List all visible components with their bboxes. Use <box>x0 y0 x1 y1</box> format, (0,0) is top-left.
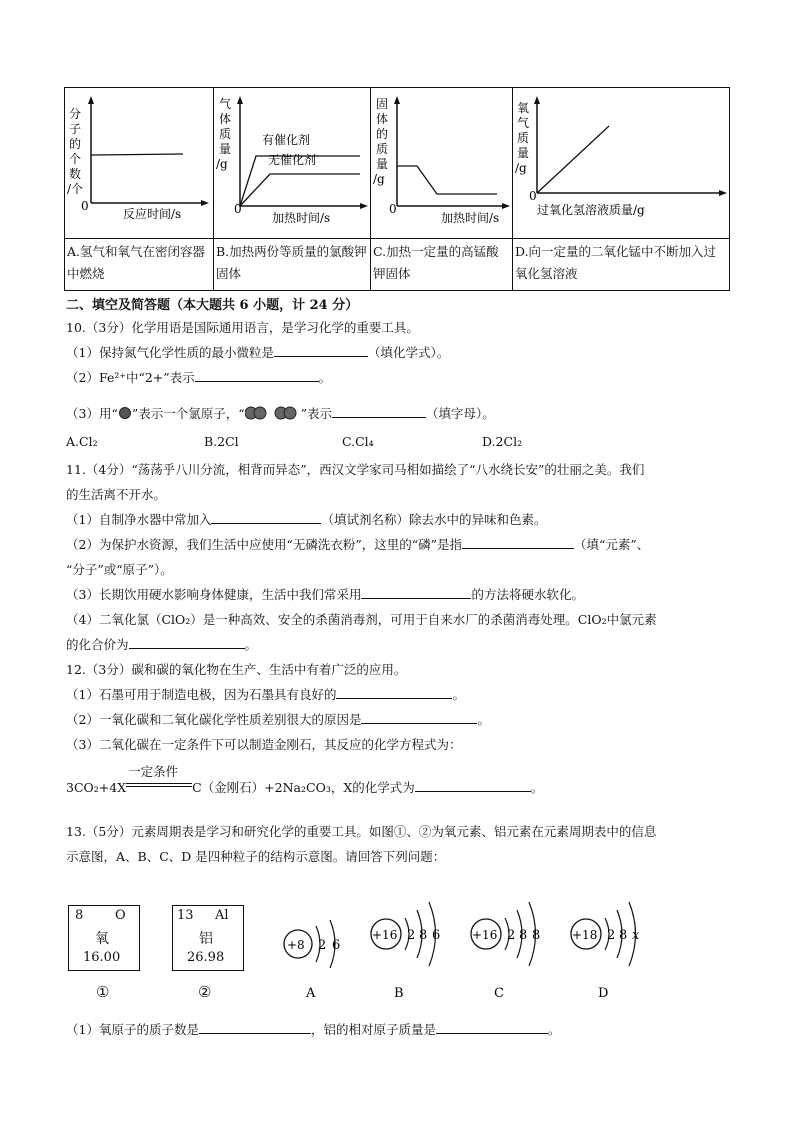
shell-electrons: 6 <box>332 938 341 953</box>
graph-c-ylabel-3: 质 <box>376 142 389 156</box>
q10-stem: 10.（3分）化学用语是国际通用语言，是学习化学的重要工具。 <box>66 320 419 335</box>
graph-a-ylabel-0: 分 <box>69 107 82 121</box>
element-label-1: ① <box>96 983 110 1001</box>
q12-equation <box>66 764 544 796</box>
graph-c-origin: 0 <box>389 202 397 216</box>
q11-part4-text: 的化合价为 <box>66 637 129 652</box>
q10-part3-text-b: ”表示一个氯原子，“ <box>131 406 245 421</box>
graph-a <box>65 88 213 235</box>
element-symbol: Al <box>215 908 229 923</box>
graph-caption-b-cell <box>214 239 371 291</box>
element-name: 氧 <box>95 931 109 947</box>
two-chlorine-molecules-icon <box>245 406 301 420</box>
q13-part1-mid: ，铝的相对原子质量是 <box>310 1022 436 1037</box>
q12-eq-condition: 一定条件 <box>128 764 179 779</box>
graph-c-ylabel-1: 体 <box>376 112 389 126</box>
q11-part1-hint: （填试剂名称）除去水中的异味和色素。 <box>321 512 547 527</box>
graph-table <box>64 87 730 291</box>
section-title: 二、填空及简答题（本大题共 6 小题，计 24 分） <box>66 298 359 313</box>
shell-electrons: 2 <box>407 928 416 943</box>
q11-part3-hint: 的方法将硬水软化。 <box>471 587 584 602</box>
q10-option-c[interactable]: C.Cl₄ <box>342 434 374 449</box>
element-mass: 16.00 <box>83 950 121 965</box>
q12-eq-arrow <box>126 764 192 792</box>
graph-b-ylabel-2: 质 <box>219 127 232 141</box>
graph-b-curve-label-0: 有催化剂 <box>262 133 311 147</box>
q13-stem-line1: 13.（5分）元素周期表是学习和研究化学的重要工具。如图①、②为氧元素、铝元素在元素周期表中的信息 <box>66 824 657 839</box>
element-mass: 26.98 <box>187 950 225 965</box>
shell-electrons: 2 <box>318 938 327 953</box>
shell-electrons: 6 <box>432 928 441 943</box>
graph-d-ylabel-3: 量 <box>517 146 530 160</box>
graph-a-xlabel: 反应时间/s <box>123 207 182 221</box>
particle-label: B <box>394 986 404 1000</box>
q11-part4-end: 。 <box>244 637 258 652</box>
q12-part1 <box>66 685 465 703</box>
graph-c-ylabel-5: /g <box>373 172 385 186</box>
graph-a-ylabel-5: /个 <box>67 182 84 196</box>
shell-electrons: 2 <box>607 928 616 943</box>
shell-electrons: x <box>632 928 640 943</box>
q10-part1 <box>66 343 449 361</box>
q11-part3 <box>66 585 584 603</box>
q12-stem: 12.（3分）碳和碳的氧化物在生产、生活中有着广泛的应用。 <box>66 662 407 677</box>
graph-b <box>214 88 370 235</box>
q11-part1-blank[interactable] <box>211 510 321 524</box>
q10-option-a[interactable]: A.Cl₂ <box>66 434 98 449</box>
q10-part3-text-c: ”表示 <box>300 406 333 421</box>
q11-part2-text: （2）为保护水资源，我们生活中应使用“无磷洗衣粉”，这里的“磷”是指 <box>66 537 463 552</box>
q12-part1-end: 。 <box>452 687 465 702</box>
graph-b-ylabel-3: 量 <box>219 142 232 156</box>
graph-b-xlabel: 加热时间/s <box>272 211 331 225</box>
graph-c-ylabel-0: 固 <box>376 97 389 111</box>
nucleus-charge: +8 <box>287 938 305 952</box>
nucleus-charge: +16 <box>472 928 498 942</box>
graph-cell-a <box>65 88 214 239</box>
graph-caption-c-cell <box>371 239 513 291</box>
graph-d-ylabel-1: 气 <box>517 116 530 130</box>
element-number: 8 <box>75 908 84 923</box>
particle-diagram-d <box>568 884 660 1000</box>
q13-stem-line2: 示意图，A、B、C、D 是四种粒子的结构示意图。请回答下列问题： <box>66 849 446 864</box>
q10-part2-end: 。 <box>318 370 332 385</box>
q12-part2-text: （2）一氧化碳和二氧化碳化学性质差别很大的原因是 <box>66 712 362 727</box>
q11-part4-line2 <box>66 635 257 653</box>
q11-part2-cont: “分子”或“原子”）。 <box>66 562 173 577</box>
graph-caption-a: A.氢气和氧气在密闭容器中燃烧 <box>67 244 206 281</box>
graph-caption-d: D.向一定量的二氧化锰中不断加入过氧化氢溶液 <box>515 244 717 281</box>
shell-electrons: 8 <box>619 928 628 943</box>
q12-part2-blank[interactable] <box>361 710 477 724</box>
graph-a-ylabel-4: 数 <box>69 167 82 181</box>
nucleus-charge: +16 <box>372 928 398 942</box>
element-name: 铝 <box>199 931 213 947</box>
graph-a-origin: 0 <box>81 199 89 213</box>
shell-electrons: 8 <box>532 928 541 943</box>
graph-a-ylabel-3: 个 <box>69 152 82 166</box>
q11-part3-text: （3）长期饮用硬水影响身体健康，生活中我们常采用 <box>66 587 362 602</box>
element-label-2: ② <box>198 983 212 1001</box>
q13-part1-blank-2[interactable] <box>436 1020 548 1034</box>
graph-c-ylabel-4: 量 <box>376 157 389 171</box>
q10-part2-blank[interactable] <box>195 368 319 382</box>
q10-part2 <box>66 368 331 386</box>
shell-electrons: 8 <box>419 928 428 943</box>
q12-part1-text: （1）石墨可用于制造电极，因为石墨具有良好的 <box>66 687 337 702</box>
q10-option-b[interactable]: B.2Cl <box>204 434 239 449</box>
q12-eq-end: 。 <box>530 780 544 795</box>
graph-cell-d <box>513 88 730 239</box>
q12-eq-left: 3CO₂+4X <box>66 780 127 795</box>
q12-eq-right: C（金刚石）+2Na₂CO₃，X的化学式为 <box>192 780 415 795</box>
graph-d-origin: 0 <box>529 189 537 203</box>
graph-caption-d-cell <box>513 239 730 291</box>
element-card-aluminum <box>172 905 244 971</box>
q10-part3-text-a: （3）用“ <box>66 406 118 421</box>
q10-part1-blank[interactable] <box>274 343 368 357</box>
graph-b-ylabel-0: 气 <box>219 97 232 111</box>
graph-d-ylabel-4: /g <box>515 161 527 175</box>
shell-electrons: 8 <box>519 928 528 943</box>
graph-b-ylabel-1: 体 <box>219 112 232 126</box>
element-card-oxygen <box>68 905 140 971</box>
q10-option-d[interactable]: D.2Cl₂ <box>482 434 523 449</box>
q12-eq-blank[interactable] <box>415 778 531 792</box>
q11-stem-line1: 11.（4分）“荡荡乎八川分流，相背而异态”，西汉文学家司马相如描绘了“八水绕长安”的壮丽之美。我们 <box>66 462 645 477</box>
q10-part3-blank[interactable] <box>332 404 426 418</box>
q10-part3 <box>66 404 495 422</box>
graph-d-ylabel-0: 氧 <box>517 101 530 115</box>
graph-d-ylabel-2: 质 <box>517 131 530 145</box>
element-symbol: O <box>115 908 126 923</box>
q11-part1-text: （1）自制净水器中常加入 <box>66 512 212 527</box>
q13-part1 <box>66 1020 561 1038</box>
q11-part4-blank[interactable] <box>129 635 245 649</box>
q11-part3-blank[interactable] <box>361 585 471 599</box>
particle-label: C <box>494 986 504 1000</box>
q13-part1-blank-1[interactable] <box>199 1020 311 1034</box>
particle-diagram-a <box>278 896 358 1000</box>
q10-part2-text: （2）Fe²⁺中“2+”表示 <box>66 370 195 385</box>
q12-part3: （3）二氧化碳在一定条件下可以制造金刚石，其反应的化学方程式为： <box>66 737 462 752</box>
graph-a-ylabel-2: 的 <box>69 137 82 151</box>
q10-part3-hint: （填字母）。 <box>426 406 495 421</box>
graph-cell-c <box>371 88 513 239</box>
nucleus-charge: +18 <box>572 928 598 942</box>
graph-cell-b <box>214 88 371 239</box>
particle-diagram-c <box>468 884 560 1000</box>
q12-part1-blank[interactable] <box>336 685 452 699</box>
graph-c-ylabel-2: 的 <box>376 127 389 141</box>
graph-b-origin: 0 <box>234 202 242 216</box>
q13-part1-text: （1）氧原子的质子数是 <box>66 1022 199 1037</box>
q11-part1 <box>66 510 546 528</box>
element-number: 13 <box>177 908 194 923</box>
graph-b-curve-label-1: 无催化剂 <box>268 153 317 167</box>
graph-c-xlabel: 加热时间/s <box>441 211 500 225</box>
graph-a-ylabel-1: 子 <box>69 122 82 136</box>
q12-part2-end: 。 <box>477 712 490 727</box>
graph-caption-a-cell <box>65 239 214 291</box>
graph-d-xlabel: 过氧化氢溶液质量/g <box>537 203 645 217</box>
graph-b-ylabel-4: /g <box>216 157 228 171</box>
q11-part2 <box>66 535 649 553</box>
graph-caption-b: B.加热两份等质量的氯酸钾固体 <box>216 244 367 281</box>
graph-d <box>513 88 729 235</box>
particle-diagram-b <box>368 884 460 1000</box>
shell-electrons: 2 <box>507 928 516 943</box>
q13-part1-end: 。 <box>547 1022 561 1037</box>
q11-part2-hint: （填“元素”、 <box>574 537 650 552</box>
q12-part2 <box>66 710 490 728</box>
graph-caption-c: C.加热一定量的高锰酸钾固体 <box>373 244 499 281</box>
q11-part2-blank[interactable] <box>462 535 574 549</box>
q11-stem-line2: 的生活离不开水。 <box>66 487 167 502</box>
chlorine-atom-icon <box>118 407 132 419</box>
q10-part1-text: （1）保持氮气化学性质的最小微粒是 <box>66 345 274 360</box>
q11-part4-line1: （4）二氧化氯（ClO₂）是一种高效、安全的杀菌消毒剂，可用于自来水厂的杀菌消毒处理。ClO₂中氯元素 <box>66 612 657 627</box>
q10-part1-hint: （填化学式）。 <box>367 345 450 360</box>
particle-label: A <box>306 986 316 1000</box>
particle-label: D <box>598 986 609 1000</box>
graph-c <box>371 88 512 235</box>
